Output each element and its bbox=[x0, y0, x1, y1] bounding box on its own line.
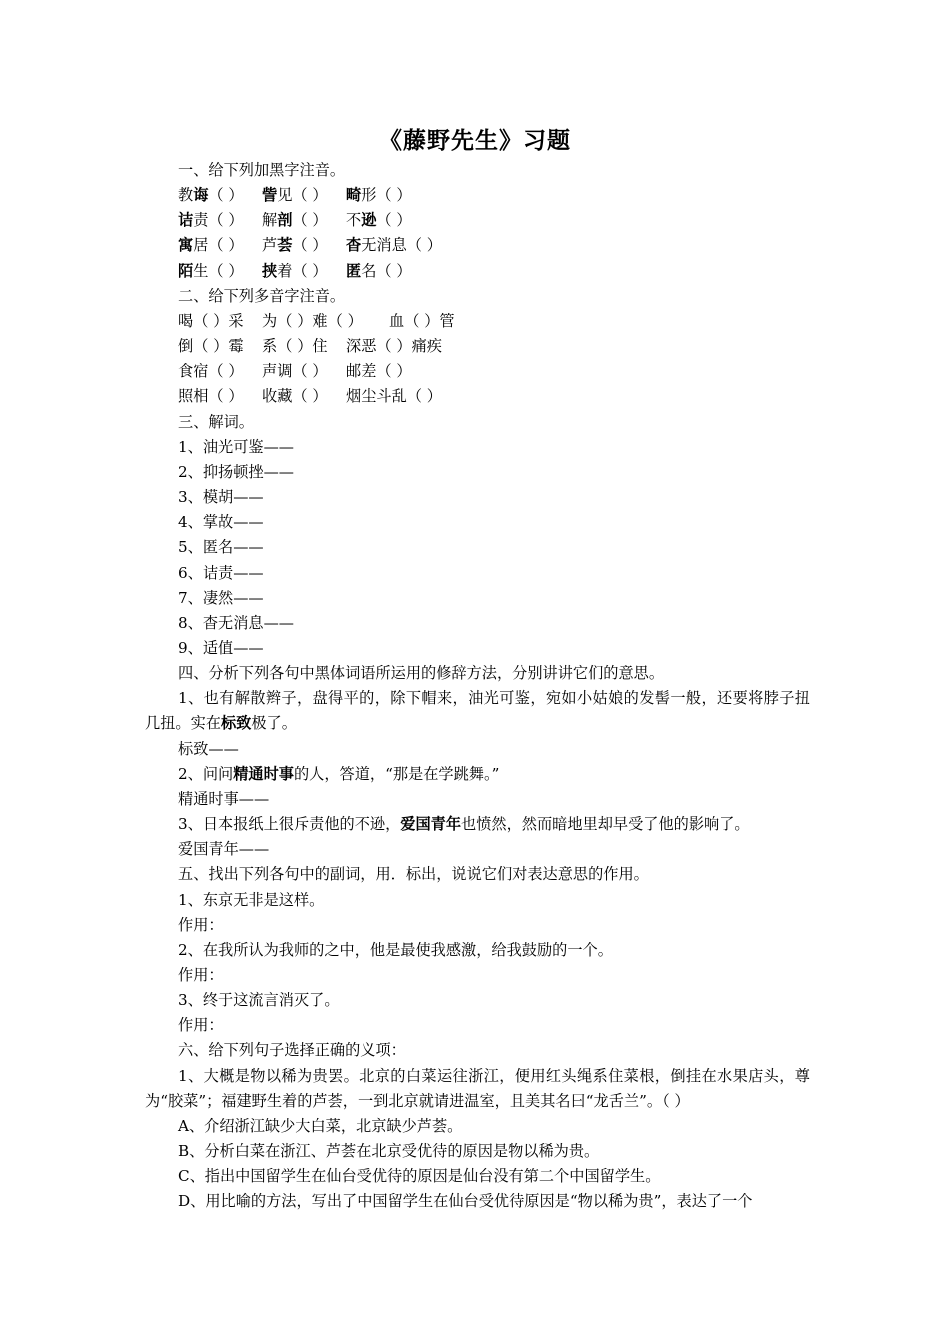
polyphone-item: 深恶（ ）痛疾 bbox=[346, 337, 442, 356]
vocab-item: 6、诘责—— bbox=[178, 563, 264, 582]
phonetic-row bbox=[145, 208, 810, 233]
section-2-heading: 二、给下列多音字注音。 bbox=[178, 286, 346, 305]
polyphone-item: 照相（ ） bbox=[178, 387, 244, 406]
vocab-item: 3、模胡—— bbox=[178, 488, 264, 507]
phonetic-item: 寓居（ ） bbox=[178, 236, 244, 255]
polyphone-item: 倒（ ）霉 bbox=[178, 337, 244, 356]
answer-line: 作用： bbox=[178, 1016, 224, 1035]
phonetic-item: 不逊（ ） bbox=[346, 211, 412, 230]
phonetic-item: 诘责（ ） bbox=[178, 211, 244, 230]
vocab-item: 4、掌故—— bbox=[178, 513, 264, 532]
polyphone-row bbox=[145, 309, 810, 334]
vocab-item: 9、适值—— bbox=[178, 638, 264, 657]
phonetic-item: 芦荟（ ） bbox=[262, 236, 328, 255]
question-paragraph: 2、问问精通时事的人，答道，“那是在学跳舞。” bbox=[178, 764, 500, 783]
vocab-item: 1、油光可鉴—— bbox=[178, 437, 294, 456]
section-3-heading: 三、解词。 bbox=[178, 412, 254, 431]
question-paragraph: 1、大概是物以稀为贵罢。北京的白菜运往浙江，便用红头绳系住菜根，倒挂在水果店头，尊为“胶菜”；福建野生着的芦荟，一到北京就请进温室，且美其名曰“龙舌兰”。（ ） bbox=[145, 1066, 810, 1110]
answer-line: 爱国青年—— bbox=[178, 840, 270, 859]
document-title: 《藤野先生》习题 bbox=[379, 128, 571, 154]
phonetic-item: 畸形（ ） bbox=[346, 186, 412, 205]
polyphone-item: 为（ ）难（ ） bbox=[262, 311, 363, 330]
phonetic-item: 匿名（ ） bbox=[346, 261, 412, 280]
question-paragraph: 1、东京无非是这样。 bbox=[178, 890, 325, 909]
phonetic-item: 杳无消息（ ） bbox=[346, 236, 442, 255]
answer-line: 作用： bbox=[178, 966, 224, 984]
section-4-heading: 四、分析下列各句中黑体词语所运用的修辞方法，分别讲讲它们的意思。 bbox=[178, 664, 664, 683]
polyphone-item: 系（ ）住 bbox=[262, 337, 328, 356]
option-a: A、介绍浙江缺少大白菜，北京缺少芦荟。 bbox=[178, 1116, 463, 1135]
polyphone-item: 烟尘斗乱（ ） bbox=[346, 387, 442, 406]
phonetic-row bbox=[145, 259, 810, 284]
phonetic-item: 陌生（ ） bbox=[178, 261, 244, 280]
polyphone-row bbox=[145, 384, 810, 409]
phonetic-row bbox=[145, 233, 810, 258]
answer-line: 精通时事—— bbox=[178, 789, 270, 808]
document-body bbox=[145, 158, 810, 1215]
polyphone-item: 邮差（ ） bbox=[346, 362, 412, 381]
polyphone-row bbox=[145, 359, 810, 384]
polyphone-item: 喝（ ）采 bbox=[178, 311, 244, 330]
section-1-heading: 一、给下列加黑字注音。 bbox=[178, 161, 346, 179]
polyphone-item: 血（ ）管 bbox=[389, 311, 455, 330]
polyphone-item: 声调（ ） bbox=[262, 362, 328, 381]
option-d: D、用比喻的方法，写出了中国留学生在仙台受优待原因是“物以稀为贵”，表达了一个 bbox=[178, 1192, 753, 1211]
answer-line: 标致—— bbox=[178, 739, 239, 758]
phonetic-item: 訾见（ ） bbox=[262, 186, 328, 205]
section-6-heading: 六、给下列句子选择正确的义项： bbox=[178, 1041, 406, 1060]
phonetic-row bbox=[145, 183, 810, 208]
polyphone-item: 食宿（ ） bbox=[178, 362, 244, 381]
question-paragraph: 2、在我所认为我师的之中，他是最使我感激，给我鼓励的一个。 bbox=[178, 940, 613, 959]
phonetic-item: 挟着（ ） bbox=[262, 261, 328, 280]
vocab-item: 8、杳无消息—— bbox=[178, 613, 294, 632]
phonetic-item: 解剖（ ） bbox=[262, 211, 328, 230]
question-paragraph: 1、也有解散辫子，盘得平的，除下帽来，油光可鉴，宛如小姑娘的发髻一般，还要将脖子扭几扭。实在标致极了。 bbox=[145, 689, 810, 733]
phonetic-item: 教诲（ ） bbox=[178, 186, 244, 205]
answer-line: 作用： bbox=[178, 915, 224, 934]
polyphone-row bbox=[145, 334, 810, 359]
question-paragraph: 3、终于这流言消灭了。 bbox=[178, 991, 340, 1010]
question-paragraph: 3、日本报纸上很斥责他的不逊，爱国青年也愤然，然而暗地里却早受了他的影响了。 bbox=[178, 815, 750, 834]
vocab-item: 7、凄然—— bbox=[178, 588, 264, 607]
polyphone-item: 收藏（ ） bbox=[262, 387, 328, 406]
option-b: B、分析白菜在浙江、芦荟在北京受优待的原因是物以稀为贵。 bbox=[178, 1142, 600, 1161]
option-c: C、指出中国留学生在仙台受优待的原因是仙台没有第二个中国留学生。 bbox=[178, 1167, 661, 1186]
section-5-heading: 五、找出下列各句中的副词，用．标出，说说它们对表达意思的作用。 bbox=[178, 865, 649, 884]
vocab-item: 2、抑扬顿挫—— bbox=[178, 462, 294, 481]
vocab-item: 5、匿名—— bbox=[178, 538, 264, 557]
